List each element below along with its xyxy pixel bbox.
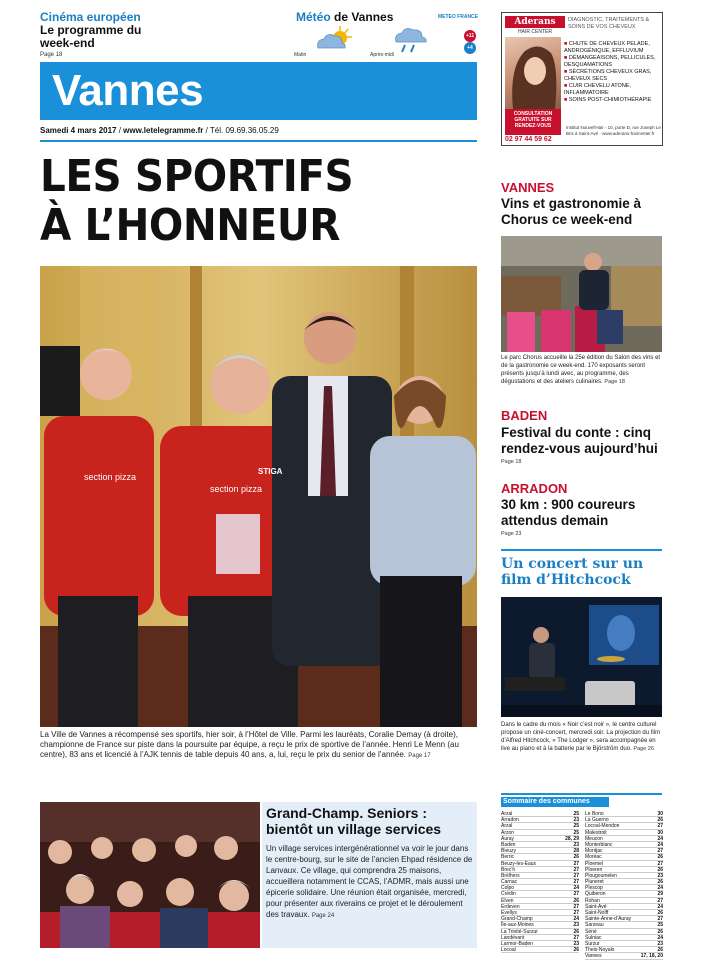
commune-page: 25	[573, 823, 579, 830]
commune-page: 23	[573, 940, 579, 947]
commune-name: Plescop	[585, 885, 603, 892]
commune-page: 28, 29	[565, 835, 579, 842]
ad-service-item: ■ SÉCRÉTIONS CHEVEUX GRAS, CHEVEUX SECS	[564, 69, 662, 82]
caption-text: La Ville de Vannes a récompensé ses sportifs, hier soir, à l’Hôtel de Ville. Parmi les lauréats, Coralie Demay (à droite), championne de France sur piste dans la poursuite par équipe, a reçu le prix de sportive de l’année. Henri Le Menn (au centre), 83 ans et licencié à l’AJK tennis de table depuis 40 ans, a, lui, reçu le prix du senior de l’année.	[40, 730, 459, 759]
commune-page: 27	[657, 860, 663, 867]
commune-name: Bieuzy	[501, 848, 517, 855]
meteo-afternoon-label: Après-midi	[370, 52, 394, 58]
main-headline-line: À L’HONNEUR	[40, 200, 340, 251]
vannes-caption-text: Le parc Chorus accueille la 25e édition du Salon des vins et de la gastronomie ce week-end. 170 exposants seront présents jusqu’à lundi avec, au programme, des dégustations et des ateliers culinaires.	[501, 355, 661, 385]
vannes-caption	[501, 354, 663, 386]
commune-page: 24	[657, 903, 663, 910]
commune-name: Surzur	[585, 940, 600, 947]
meteo-prefix: Météo	[296, 10, 331, 24]
commune-page: 23	[573, 817, 579, 824]
commune-page: 30	[657, 811, 663, 817]
rain-cloud-icon	[390, 24, 434, 54]
commune-name: Montjac	[585, 848, 603, 855]
sommaire-column	[501, 811, 579, 953]
ad-tagline: DIAGNOSTIC, TRAITEMENTS & SOINS DE VOS CHEVEUX	[568, 17, 650, 30]
commune-name: Quiberon	[585, 891, 606, 898]
commune-name: Sainte-Anne-d’Auray	[585, 916, 632, 923]
commune-page: 24	[657, 835, 663, 842]
seniors-meeting-photo[interactable]	[40, 802, 260, 948]
commune-page: 27	[657, 916, 663, 923]
ad-address: Institut Nouvel'Hair - 10, porte D, rue Joseph Le Brix à Saint-Avé · www.aderans-haircenter.fr	[566, 125, 661, 136]
commune-name: Pluneret	[585, 879, 604, 886]
jacket-text: section pizza	[210, 484, 263, 494]
ad-service-list	[564, 41, 662, 105]
commune-page: 24	[573, 916, 579, 923]
commune-page: 27	[573, 910, 579, 916]
arradon-page-ref: Page 23	[501, 531, 522, 537]
sun-cloud-icon	[310, 24, 360, 52]
baden-kicker: BADEN	[501, 408, 548, 423]
jacket-badge-text: STIGA	[258, 467, 283, 476]
concert-caption-text: Dans le cadre du mois « Noir c’est noir », le centre culturel propose un ciné-concert, mercredi soir. La projection du film d’Alfred Hitchcock, « The Lodger », sera accompagnée en live au piano et à la batterie par le Björström duo.	[501, 722, 661, 752]
commune-page: 27	[657, 848, 663, 855]
commune-page: 27	[573, 903, 579, 910]
meteo-suffix: de Vannes	[330, 10, 394, 24]
commune-name: Ploemel	[585, 860, 604, 867]
ad-model-photo	[505, 37, 561, 109]
concert-headline[interactable]: Un concert sur un film d’Hitchcock	[501, 556, 644, 588]
commune-page: 25	[573, 829, 579, 836]
commune-name: Auray	[501, 835, 515, 842]
commune-name: Brec’h	[501, 866, 516, 873]
website-link[interactable]: www.letelegramme.fr	[123, 126, 204, 135]
commune-page: 24	[657, 885, 663, 892]
commune-page: 17, 18, 20	[640, 953, 663, 960]
commune-page: 25	[657, 922, 663, 929]
commune-name: Baden	[501, 841, 516, 848]
commune-page: 26	[573, 854, 579, 861]
commune-name: Crédin	[501, 891, 516, 898]
commune-name: Brélhers	[501, 872, 520, 879]
commune-page: 27	[573, 860, 579, 867]
commune-name: Monterblanc	[585, 841, 613, 848]
commune-name: Arzal	[501, 823, 513, 830]
commune-page: 26	[657, 928, 663, 935]
concert-caption	[501, 721, 663, 753]
commune-name: Colpo	[501, 885, 515, 892]
commune-name: La Trinité-Surzur	[501, 928, 538, 935]
commune-page: 23	[657, 872, 663, 879]
commune-name: Landévant	[501, 934, 525, 941]
commune-name: La Guerno	[585, 817, 609, 824]
grandchamp-text: Un village services intergénérationnel va voir le jour dans le centre-bourg, sur le site de l’ancien Ehpad résidence de Lanvaux. Ce village, qui comprendra 25 maisons, accueillera notamment le CCAS, l’ADMR, mais aussi une épicerie solidaire. Une réunion était organisée, mercredi, pour présenter aux riverains ce projet et le déroulement des travaux.	[266, 844, 473, 919]
sommaire-column	[585, 811, 663, 960]
cinema-title[interactable]: Le programme du week-end	[40, 23, 142, 50]
commune-page: 25	[573, 811, 579, 817]
commune-page: 26	[573, 947, 579, 954]
commune-name: Theix-Noyalo	[585, 947, 615, 954]
commune-name: Sulniac	[585, 934, 602, 941]
commune-name: Île-aux-Moines	[501, 922, 534, 929]
commune-name: Berric	[501, 854, 515, 861]
ad-service-item: ■ CUIR CHEVELU ATONE, INFLAMMATOIRE	[564, 83, 662, 96]
commune-name: Le Bono	[585, 811, 604, 817]
commune-name: Arzon	[501, 829, 515, 836]
city-banner-title: Vannes	[52, 66, 204, 115]
commune-page: 26	[657, 817, 663, 824]
commune-page: 27	[573, 866, 579, 873]
commune-name: Beuzy-les-Eaux	[501, 860, 537, 867]
phone-number: Tél. 09.69.36.05.29	[209, 126, 279, 135]
commune-name: Locoal-Mendon	[585, 823, 620, 830]
sommaire-row[interactable]	[585, 953, 663, 959]
ad-brand-logo: Aderans	[505, 16, 565, 28]
commune-name: Grand-Champ	[501, 916, 533, 923]
commune-page: 27	[573, 934, 579, 941]
ad-phone[interactable]: 02 97 44 59 62	[505, 136, 552, 143]
commune-page: 23	[573, 841, 579, 848]
header-rule	[40, 140, 477, 142]
date-line: Samedi 4 mars 2017 / www.letelegramme.fr / Tél. 09.69.36.05.29	[40, 126, 279, 135]
commune-name: Rohan	[585, 897, 600, 904]
commune-page: 26	[657, 910, 663, 916]
temp-max-badge: +11	[464, 30, 476, 42]
commune-page: 26	[573, 928, 579, 935]
commune-page: 29	[657, 891, 663, 898]
caption-page-ref: Page 17	[408, 753, 431, 759]
commune-name: Erdeven	[501, 903, 520, 910]
commune-page: 23	[573, 922, 579, 929]
commune-name: Meucon	[585, 835, 603, 842]
ad-service-item: ■ CHUTE DE CHEVEUX PELADE, ANDROGÉNIQUE, EFFLUVIUM	[564, 41, 662, 54]
commune-page: 23	[657, 940, 663, 947]
commune-page: 27	[573, 872, 579, 879]
commune-page: 26	[657, 854, 663, 861]
commune-page: 26	[657, 879, 663, 886]
ad-service-item: ■ DÉMANGEAISONS, PELLICULES, DESQUAMATIONS	[564, 55, 662, 68]
commune-name: Moréac	[585, 854, 602, 861]
baden-page-ref: Page 18	[501, 459, 522, 465]
wine-fair-photo[interactable]	[501, 236, 662, 352]
main-headline[interactable]	[40, 152, 445, 250]
grandchamp-headline[interactable]: Grand-Champ. Seniors : bientôt un village services	[266, 805, 442, 837]
commune-name: Vannes	[585, 953, 602, 960]
commune-page: 27	[573, 879, 579, 886]
commune-page: 24	[573, 885, 579, 892]
arradon-kicker: ARRADON	[501, 481, 568, 496]
commune-page: 28	[573, 848, 579, 855]
cine-concert-photo[interactable]	[501, 597, 662, 717]
aderans-advertisement[interactable]	[501, 12, 663, 146]
commune-page: 26	[573, 897, 579, 904]
commune-name: Ploeren	[585, 866, 603, 873]
sommaire-row[interactable]	[501, 947, 579, 953]
commune-name: Locoal	[501, 947, 516, 954]
commune-name: Saint-Nolff	[585, 910, 609, 916]
commune-page: 27	[657, 823, 663, 830]
award-ceremony-photo[interactable]	[40, 266, 477, 727]
commune-name: Malestroit	[585, 829, 607, 836]
sommaire-rule	[501, 793, 662, 795]
commune-name: Saint-Avé	[585, 903, 607, 910]
main-photo-caption	[40, 730, 477, 761]
commune-name: Evellys	[501, 910, 517, 916]
commune-page: 26	[657, 866, 663, 873]
cinema-kicker[interactable]: Cinéma européen	[40, 10, 141, 24]
ad-brand-sub: HAIR CENTER	[518, 29, 552, 35]
commune-name: Sarzeau	[585, 922, 604, 929]
ad-service-item: ■ SOINS POST-CHIMIOTHÉRAPIE	[564, 97, 662, 104]
meteo-morning-label: Matin	[294, 52, 307, 58]
commune-name: Elven	[501, 897, 514, 904]
concert-page-ref: Page 26	[633, 746, 654, 752]
edition-date: Samedi 4 mars 2017	[40, 126, 117, 135]
commune-page: 27	[573, 891, 579, 898]
vannes-kicker: VANNES	[501, 180, 555, 195]
grandchamp-page-ref: Page 24	[311, 913, 335, 919]
commune-name: Séné	[585, 928, 597, 935]
main-headline-line: LES SPORTIFS	[40, 151, 354, 202]
ad-consultation-badge: CONSULTATION GRATUITE SUR RENDEZ-VOUS	[505, 109, 561, 135]
commune-page: 26	[657, 947, 663, 954]
commune-page: 24	[657, 934, 663, 941]
vannes-headline[interactable]: Vins et gastronomie à Chorus ce week-end	[501, 196, 642, 227]
sommaire-title: Sommaire des communes	[501, 797, 609, 807]
arradon-headline[interactable]: 30 km : 900 coureurs attendus demain	[501, 497, 636, 528]
commune-page: 24	[657, 841, 663, 848]
commune-page: 30	[657, 829, 663, 836]
commune-name: Arzal	[501, 811, 513, 817]
concert-rule	[501, 549, 662, 551]
jacket-text: section pizza	[84, 472, 137, 482]
commune-name: Carnac	[501, 879, 518, 886]
vannes-page-ref: Page 18	[604, 379, 625, 385]
temp-min-badge: +4	[464, 42, 476, 54]
meteo-france-logo: METEO FRANCE	[438, 14, 478, 20]
cinema-page-ref: Page 18	[40, 52, 63, 58]
commune-page: 27	[657, 897, 663, 904]
meteo-title	[296, 10, 393, 24]
baden-headline[interactable]: Festival du conte : cinq rendez-vous aujourd’hui	[501, 425, 658, 456]
commune-name: Arradon	[501, 817, 519, 824]
commune-name: Plougoumelen	[585, 872, 617, 879]
grandchamp-body	[266, 843, 474, 922]
commune-name: Larmor-Baden	[501, 940, 533, 947]
